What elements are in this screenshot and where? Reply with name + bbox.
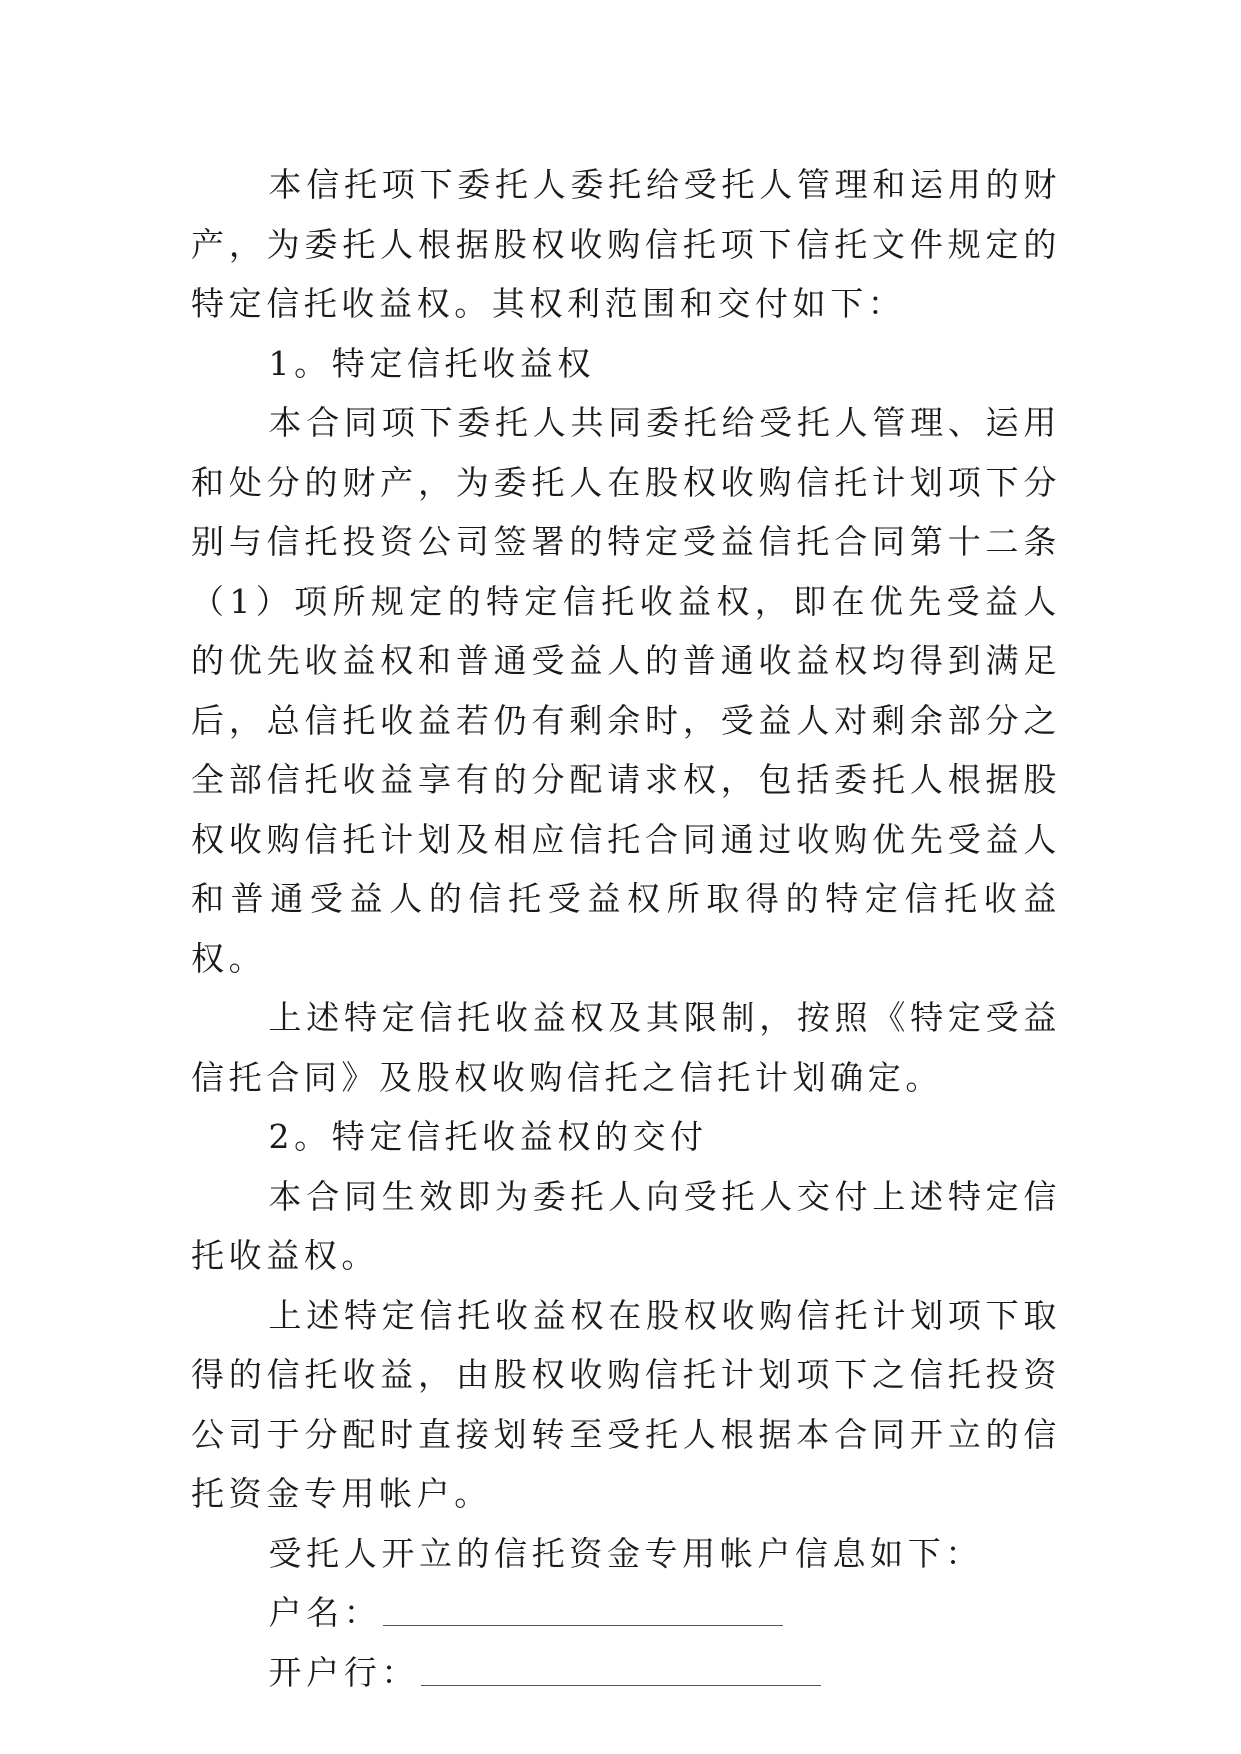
bank-row: [191, 1643, 1061, 1703]
paragraph-transfer: 上述特定信托收益权在股权收购信托计划项下取得的信托收益，由股权收购信托计划项下之信托投资公司于分配时直接划转至受托人根据本合同开立的信托资金专用帐户。: [191, 1295, 1061, 1513]
account-name-label: 户名：: [268, 1593, 382, 1632]
paragraph-delivery: 本合同生效即为委托人向受托人交付上述特定信托收益权。: [191, 1176, 1061, 1275]
account-name-row: [191, 1583, 1061, 1643]
bank-label: 开户行：: [268, 1652, 419, 1692]
document-body: [191, 155, 1061, 1702]
paragraph-restrictions: 上述特定信托收益权及其限制，按照《特定受益信托合同》及股权收购信托之信托计划确定。: [191, 998, 1061, 1097]
bank-blank[interactable]: [421, 1684, 821, 1686]
section-heading-2: 2。特定信托收益权的交付: [268, 1117, 708, 1156]
section-heading-1: 1。特定信托收益权: [268, 343, 595, 383]
paragraph-trust-property: 本信托项下委托人委托给受托人管理和运用的财产，为委托人根据股权收购信托项下信托文件规定的特定信托收益权。其权利范围和交付如下：: [191, 165, 1061, 323]
paragraph-specific-income-right: 本合同项下委托人共同委托给受托人管理、运用和处分的财产，为委托人在股权收购信托计划项下分别与信托投资公司签署的特定受益信托合同第十二条（1）项所规定的特定信托收益权，即在优先受益人的优先收益权和普通受益人的普通收益权均得到满足后，总信托收益若仍有剩余时，受益人对剩余部分之全部信托收益享有的分配请求权，包括委托人根据股权收购信托计划及相应信托合同通过收购优先受益人和普通受益人的信托受益权所取得的特定信托收益权。: [191, 403, 1061, 978]
account-name-blank[interactable]: [383, 1624, 783, 1626]
paragraph-account-info: 受托人开立的信托资金专用帐户信息如下：: [268, 1533, 983, 1573]
